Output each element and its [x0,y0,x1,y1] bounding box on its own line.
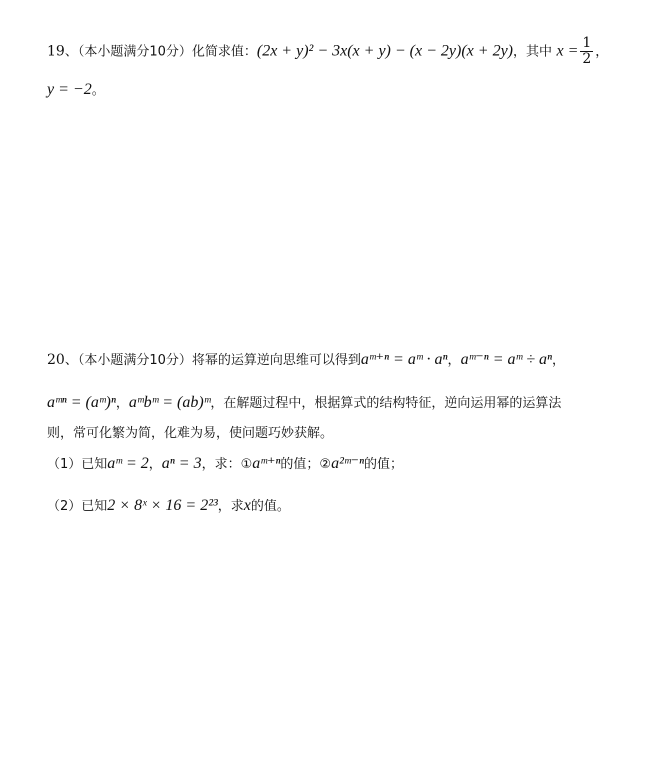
q20-part1-target-1: aᵐ⁺ⁿ [252,455,281,472]
q20-part1-mid: 的值；② [280,457,332,472]
q20-part1-end: 的值； [364,457,404,472]
q19-number: 19 [47,43,65,60]
q20-part2-variable: x [243,497,251,514]
q20-rule-3: aᵐⁿ = (aᵐ)ⁿ [47,394,116,411]
q20-part2-ask: ，求 [217,499,244,514]
q19-x-label: x = [556,42,579,60]
q20-part-2 [47,496,290,517]
q20-part1-label: （1）已知 [47,457,108,472]
q20-part1-given-2: aⁿ = 3 [161,455,202,472]
q20-rule-1: aᵐ⁺ⁿ = aᵐ · aⁿ [360,351,448,368]
q19-line2-end: 。 [91,83,105,98]
q20-rule-2: aᵐ⁻ⁿ = aᵐ ÷ aⁿ [460,351,553,368]
q19-x-fraction [580,36,593,67]
q19-where-text: ，其中 [513,44,553,60]
q19-expression: (2x + y)² − 3x(x + y) − (x − 2y)(x + 2y) [256,42,513,60]
q20-line-3 [47,423,333,444]
q19-line-2 [47,80,105,101]
q20-part1-given-1: aᵐ = 2 [107,455,149,472]
q19-x-denominator: 2 [582,51,592,67]
q19-line-1: 19、（本小题满分10分）化简求值：(2x + y)² − 3x(x + y) − (x − 2y)(x + 2y)，其中 x = $\frac{1}{2}$ ， [47,35,609,67]
q19-x-numerator: 1 [582,35,592,51]
q20-part-1: （1）已知aᵐ = 2，aⁿ = 3，求：①aᵐ⁺ⁿ的值；②a²ᵐ⁻ⁿ的值； [47,455,404,472]
q20-line3-text: 则，常可化繁为简，化难为易，使问题巧妙获解。 [47,426,334,441]
q20-line2-text: ，在解题过程中，根据算式的结构特征，逆向运用幂的运算法 [210,396,562,411]
q20-header: 、（本小题满分10分）将幂的运算逆向思维可以得到 [64,353,361,368]
q20-number: 20 [47,352,65,368]
q20-line-1: 20、（本小题满分10分）将幂的运算逆向思维可以得到aᵐ⁺ⁿ = aᵐ · aⁿ，aᵐ⁻ⁿ = aᵐ ÷ aⁿ， [47,351,566,368]
q19-y-value: y = −2 [47,81,92,98]
q19-header: 、（本小题满分10分）化简求值： [64,44,257,60]
q20-part2-equation: 2 × 8ˣ × 16 = 2²³ [107,497,218,514]
q20-part2-label: （2）已知 [47,499,108,514]
q20-part2-end: 的值。 [250,499,290,514]
q20-part1-target-2: a²ᵐ⁻ⁿ [331,455,365,472]
q20-line-2: aᵐⁿ = (aᵐ)ⁿ，aᵐbᵐ = (ab)ᵐ，在解题过程中，根据算式的结构特征，逆向运用幂的运算法 [47,394,562,411]
q20-part1-ask: ，求：① [201,457,253,472]
q20-rule-4: aᵐbᵐ = (ab)ᵐ [128,394,211,411]
